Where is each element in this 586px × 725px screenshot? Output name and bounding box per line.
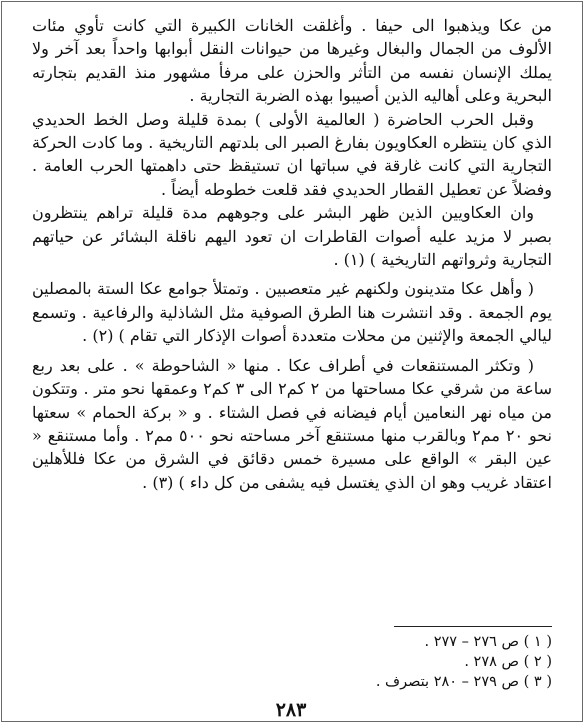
paragraph-5: ( وتكثر المستنقعات في أطراف عكا . منها « الشاحوطة » . على بعد ربع ساعة من شرقي عكا مساحتها من ٢ كم٢ الى ٣ كم٢ وعمقها نحو متر . وتتكون من مياه نهر النعامين أيام فيضانه في فصل الشتاء . و « بركة الحمام » سعتها نحو ٢٠ مم٢ وبالقرب منها مستنقع آخر مساحته نحو ٥٠٠ مم٢ . وأما مستنقع « عين البقر » الواقع على مسيرة خمس دقائق في الشرق من عكا فللأهلين اعتقاد غريب وهو ان الذي يغتسل فيه يشفى من كل داء ) (٣) . <box>32 355 552 492</box>
paragraph-4: ( وأهل عكا متدينون ولكنهم غير متعصبين . وتمتلأ جوامع عكا الستة بالمصلين يوم الجمعة . وقد انتشرت هنا الطرق الصوفية مثل الشاذلية والرفاعية . وتسمع ليالي الجمعة والإثنين من محلات متعددة أصوات الإذكار التي تقام ) (٢) . <box>32 279 552 346</box>
page-number: ٢٨٣ <box>275 699 307 721</box>
footnote-2: ( ٢ ) ص ٢٧٨ . <box>464 654 552 670</box>
paragraph-3: وان العكاويين الذين ظهر البشر على وجوههم مدة قليلة تراهم ينتظرون بصبر لا مزيد عليه أصوات القاطرات ان تعود اليهم ناقلة البشائر عن حياتهم التجارية وثرواتهم التاريخية ) (١) . <box>32 203 552 270</box>
body-text <box>32 14 552 494</box>
document-page <box>10 8 572 720</box>
footnote-separator <box>394 626 552 627</box>
footnote-3: ( ٣ ) ص ٢٧٩ – ٢٨٠ بتصرف . <box>375 674 552 690</box>
paragraph-2: وقبل الحرب الحاضرة ( العالمية الأولى ) بمدة قليلة وصل الخط الحديدي الذي كان ينتظره العكاويون بفارغ الصبر الى بلدتهم التاريخية . وما كادت الحركة التجارية التي كانت غارقة في سباتها ان تستيقظ حتى داهمتها الحرب العامة . وفضلاً عن تعطيل القطار الحديدي فقد قلعت خطوطه أيضاً . <box>32 109 552 199</box>
footnote-1: ( ١ ) ص ٢٧٦ – ٢٧٧ . <box>424 634 552 650</box>
footnotes <box>252 632 552 692</box>
paragraph-1: من عكا ويذهبوا الى حيفا . وأغلقت الخانات الكبيرة التي كانت تأوي مئات الألوف من الجمال والبغال وغيرها من حيوانات النقل أبوابها واحداً بعد آخر ولا يملك الإنسان نفسه من التأثر والحزن على مرفأ مشهور منذ القديم بتجارته البحرية وعلى أهاليه الذين أصيبوا بهذه الضربة التجارية . <box>32 16 552 106</box>
